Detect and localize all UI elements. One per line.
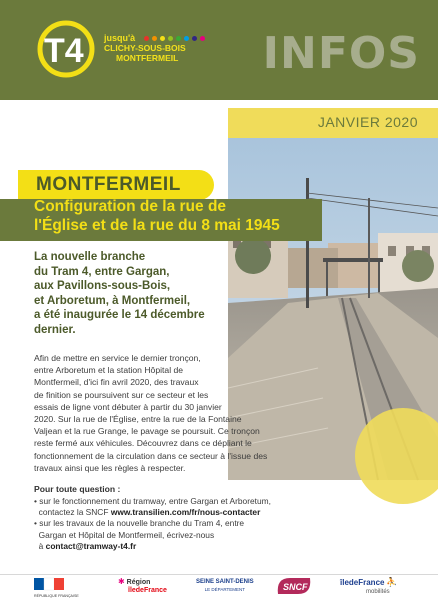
body-line: Montfermeil, d'ici fin avril 2020, des travaux — [34, 377, 199, 388]
headline-line-2: l'Église et de la rue du 8 mai 1945 — [34, 217, 280, 234]
sncf-badge-icon — [276, 576, 312, 596]
logo-city-2: MONTFERMEIL — [116, 53, 179, 64]
infos-title: INFOS — [262, 28, 420, 79]
color-dot — [160, 36, 165, 41]
ssd-text-a: SEINE SAINT-DENIS — [196, 579, 254, 585]
contact-item-2-line1: • sur les travaux de la nouvelle branche du Tram 4, entre — [34, 518, 245, 529]
color-dot — [200, 36, 205, 41]
color-dot — [176, 36, 181, 41]
contact-item-2-pre: à — [38, 540, 46, 551]
jusqua-text: jusqu'à — [104, 33, 136, 44]
body-line: de finition se poursuivent sur ce secteur et les — [34, 389, 209, 400]
contact-item-1-pre: contactez la SNCF — [38, 507, 111, 518]
body-line: 2020. Sur la rue de l'Église, entre la rue de la Fontaine — [34, 414, 242, 425]
region-logo — [118, 578, 167, 595]
body-line: travaux ainsi que les règles à respecter. — [34, 462, 186, 473]
headline-line-1: Configuration de la rue de — [34, 198, 227, 215]
body-line: Valjean et la rue Grange, le pavage se poursuit. Ce tronçon — [34, 426, 260, 437]
person-icon: ⛹ — [386, 577, 398, 587]
sncf-text: SNCF — [283, 582, 308, 592]
seine-saint-denis-logo — [196, 578, 254, 593]
partner-logos — [0, 576, 438, 600]
sncf-logo — [276, 576, 312, 598]
ssd-text-b: LE DÉPARTEMENT — [204, 587, 246, 592]
lead-line: aux Pavillons-sous-Bois, — [34, 280, 171, 293]
republique-logo — [34, 578, 79, 600]
contact-item-1-line1: • sur le fonctionnement du tramway, entre Gargan et Arboretum, — [34, 496, 271, 506]
lead-line: dernier. — [34, 323, 76, 336]
body-line: entre Arboretum et la station Hôpital de — [34, 365, 184, 376]
color-dot — [152, 36, 157, 41]
lead-line: et Arboretum, à Montfermeil, — [34, 294, 191, 307]
headline — [34, 197, 334, 235]
contact-heading: Pour toute question : — [34, 484, 121, 494]
idfm-text-a: îledeFrance — [340, 578, 385, 587]
idfm-text-b: mobilités — [366, 589, 390, 595]
color-dot — [168, 36, 173, 41]
date-band — [228, 108, 438, 138]
footer-divider — [0, 574, 438, 575]
contact-item-2-line2: Gargan et Hôpital de Montfermeil, écrivez-nous — [38, 529, 215, 540]
lead-line: La nouvelle branche — [34, 251, 146, 263]
region-text-b: îledeFrance — [128, 587, 167, 594]
republique-text: RÉPUBLIQUE FRANÇAISE — [34, 594, 79, 598]
color-dot — [184, 36, 189, 41]
color-dot — [144, 36, 149, 41]
header-band — [0, 0, 438, 100]
color-dots — [144, 32, 208, 42]
lead-line: du Tram 4, entre Gargan, — [34, 265, 170, 278]
flag-icon — [34, 578, 79, 598]
city-title: MONTFERMEIL — [36, 174, 181, 195]
logo-text: T4 — [44, 32, 84, 70]
idf-mobilites-logo — [340, 578, 398, 596]
logo-city-1: CLICHY-SOUS-BOIS — [104, 43, 186, 54]
lead-line: a été inaugurée le 14 décembre — [34, 309, 205, 322]
body-line: reste fermé aux véhicules. Découvrez dans ce dépliant le — [34, 438, 252, 449]
lead-paragraph — [34, 250, 234, 338]
sncf-contact-link[interactable]: www.transilien.com/fr/nous-contacter — [110, 507, 261, 518]
contact-list — [34, 496, 334, 552]
body-line: Afin de mettre en service le dernier tronçon, — [34, 353, 201, 363]
logo-subtitle — [104, 32, 208, 63]
body-line: essais de ligne vont débuter à partir du 30 janvier — [34, 401, 222, 412]
region-text-a: Région — [126, 579, 151, 586]
region-mark-icon: ✱ — [118, 577, 125, 586]
color-dot — [192, 36, 197, 41]
body-line: fonctionnement de la circulation dans ce secteur à l'issue des — [34, 450, 268, 461]
issue-date: JANVIER 2020 — [317, 114, 418, 130]
body-paragraph — [34, 352, 279, 474]
contact-email-link[interactable]: contact@tramway-t4.fr — [45, 540, 137, 551]
